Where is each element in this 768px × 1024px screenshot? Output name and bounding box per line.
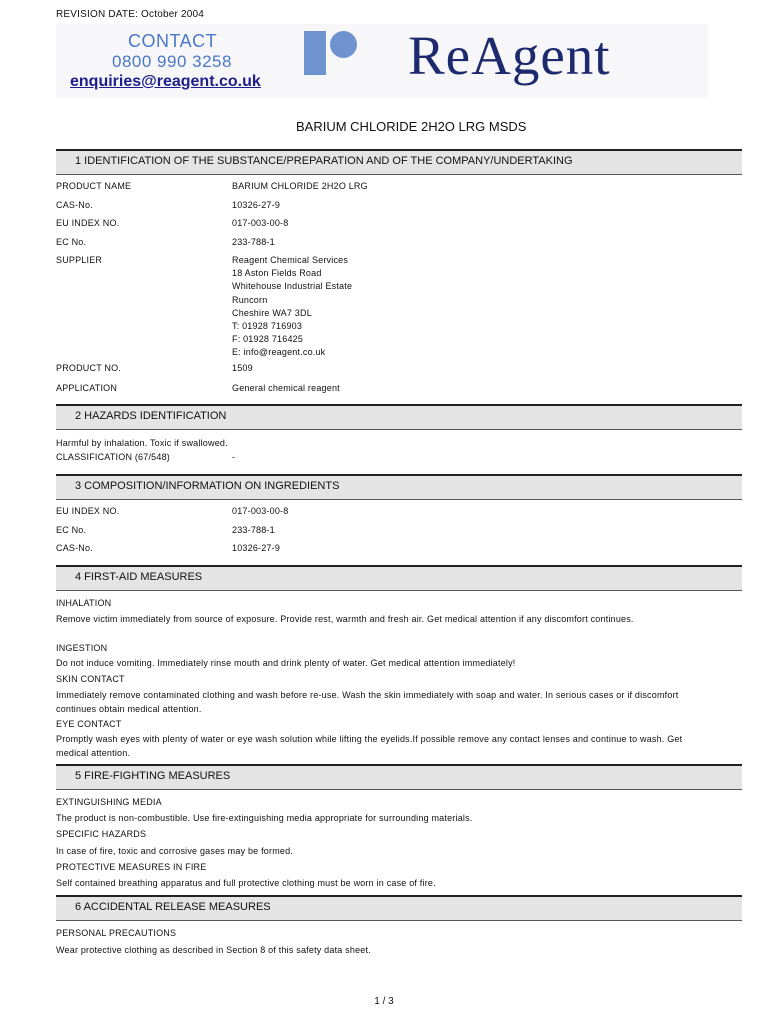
application-value: General chemical reagent xyxy=(232,383,340,393)
logo-bar-icon xyxy=(304,31,326,75)
cas-value: 10326-27-9 xyxy=(232,543,281,553)
logo-dot-icon xyxy=(330,31,357,58)
specific-hazards-text: In case of fire, toxic and corrosive gases may be formed. xyxy=(56,846,294,856)
eu-index-label: EU INDEX NO. xyxy=(56,506,120,516)
revision-date: REVISION DATE: October 2004 xyxy=(56,9,205,20)
ingestion-text: Do not induce vomiting. Immediately rinse mouth and drink plenty of water. Get medical attention immediately! xyxy=(56,658,516,668)
product-name-value: BARIUM CHLORIDE 2H2O LRG xyxy=(232,181,368,191)
eye-contact-label: EYE CONTACT xyxy=(56,719,122,729)
ingestion-label: INGESTION xyxy=(56,643,108,653)
page-number: 1 / 3 xyxy=(374,996,394,1007)
supplier-line: 18 Aston Fields Road xyxy=(232,268,322,278)
extinguishing-media-label: EXTINGUISHING MEDIA xyxy=(56,797,162,807)
hazard-statement: Harmful by inhalation. Toxic if swallowed. xyxy=(56,438,228,448)
section-6-header xyxy=(56,895,742,921)
supplier-line: E: info@reagent.co.uk xyxy=(232,347,326,357)
supplier-line: T: 01928 716903 xyxy=(232,321,303,331)
cas-label: CAS-No. xyxy=(56,543,93,553)
cas-label: CAS-No. xyxy=(56,200,93,210)
inhalation-label: INHALATION xyxy=(56,598,112,608)
eye-contact-text: Promptly wash eyes with plenty of water or eye wash solution while lifting the eyelids.If possible remove any contact lenses and continue to wash. Get medical attention. xyxy=(56,734,683,758)
contact-phone: 0800 990 3258 xyxy=(112,52,232,71)
classification-value: - xyxy=(232,452,236,462)
section-2-header xyxy=(56,404,742,430)
protective-measures-text: Self contained breathing apparatus and full protective clothing must be worn in case of fire. xyxy=(56,878,436,888)
section-5-title: 5 FIRE-FIGHTING MEASURES xyxy=(75,770,231,782)
personal-precautions-text: Wear protective clothing as described in Section 8 of this safety data sheet. xyxy=(56,945,371,955)
section-4-title: 4 FIRST-AID MEASURES xyxy=(75,571,203,583)
section-3-header xyxy=(56,474,742,500)
cas-value: 10326-27-9 xyxy=(232,200,281,210)
skin-contact-text: Immediately remove contaminated clothing and wash before re-use. Wash the skin immediately with soap and water. In serious cases or if discomfort continues obtain medical attention. xyxy=(56,690,679,714)
ec-label: EC No. xyxy=(56,525,87,535)
supplier-line: Cheshire WA7 3DL xyxy=(232,308,312,318)
ec-value: 233-788-1 xyxy=(232,525,275,535)
section-2-title: 2 HAZARDS IDENTIFICATION xyxy=(75,410,227,422)
supplier-line: Whitehouse Industrial Estate xyxy=(232,281,353,291)
personal-precautions-label: PERSONAL PRECAUTIONS xyxy=(56,928,177,938)
section-3-title: 3 COMPOSITION/INFORMATION ON INGREDIENTS xyxy=(75,480,340,492)
contact-email-link[interactable]: enquiries@reagent.co.uk xyxy=(70,73,261,90)
section-4-header xyxy=(56,565,742,591)
supplier-line: Reagent Chemical Services xyxy=(232,255,349,265)
specific-hazards-label: SPECIFIC HAZARDS xyxy=(56,829,147,839)
ec-value: 233-788-1 xyxy=(232,237,275,247)
section-1-header xyxy=(56,149,742,175)
product-name-label: PRODUCT NAME xyxy=(56,181,132,191)
eu-index-value: 017-003-00-8 xyxy=(232,218,289,228)
section-5-header xyxy=(56,764,742,790)
product-no-value: 1509 xyxy=(232,363,253,373)
inhalation-text: Remove victim immediately from source of exposure. Provide rest, warmth and fresh air. Get medical attention if any discomfort continues. xyxy=(56,614,634,624)
supplier-label: SUPPLIER xyxy=(56,255,103,265)
protective-measures-label: PROTECTIVE MEASURES IN FIRE xyxy=(56,862,207,872)
classification-label: CLASSIFICATION (67/548) xyxy=(56,452,170,462)
skin-contact-label: SKIN CONTACT xyxy=(56,674,125,684)
section-1-title: 1 IDENTIFICATION OF THE SUBSTANCE/PREPARATION AND OF THE COMPANY/UNDERTAKING xyxy=(75,155,573,167)
section-6-title: 6 ACCIDENTAL RELEASE MEASURES xyxy=(75,901,271,913)
document-title: BARIUM CHLORIDE 2H2O LRG MSDS xyxy=(296,119,527,134)
application-label: APPLICATION xyxy=(56,383,118,393)
extinguishing-media-text: The product is non-combustible. Use fire-extinguishing media appropriate for surrounding materials. xyxy=(56,813,473,823)
eu-index-value: 017-003-00-8 xyxy=(232,506,289,516)
ec-label: EC No. xyxy=(56,237,87,247)
product-no-label: PRODUCT NO. xyxy=(56,363,122,373)
contact-label: CONTACT xyxy=(128,31,218,51)
supplier-line: F: 01928 716425 xyxy=(232,334,304,344)
eu-index-label: EU INDEX NO. xyxy=(56,218,120,228)
brand-logo-text: ReAgent xyxy=(408,25,611,86)
supplier-line: Runcorn xyxy=(232,295,268,305)
